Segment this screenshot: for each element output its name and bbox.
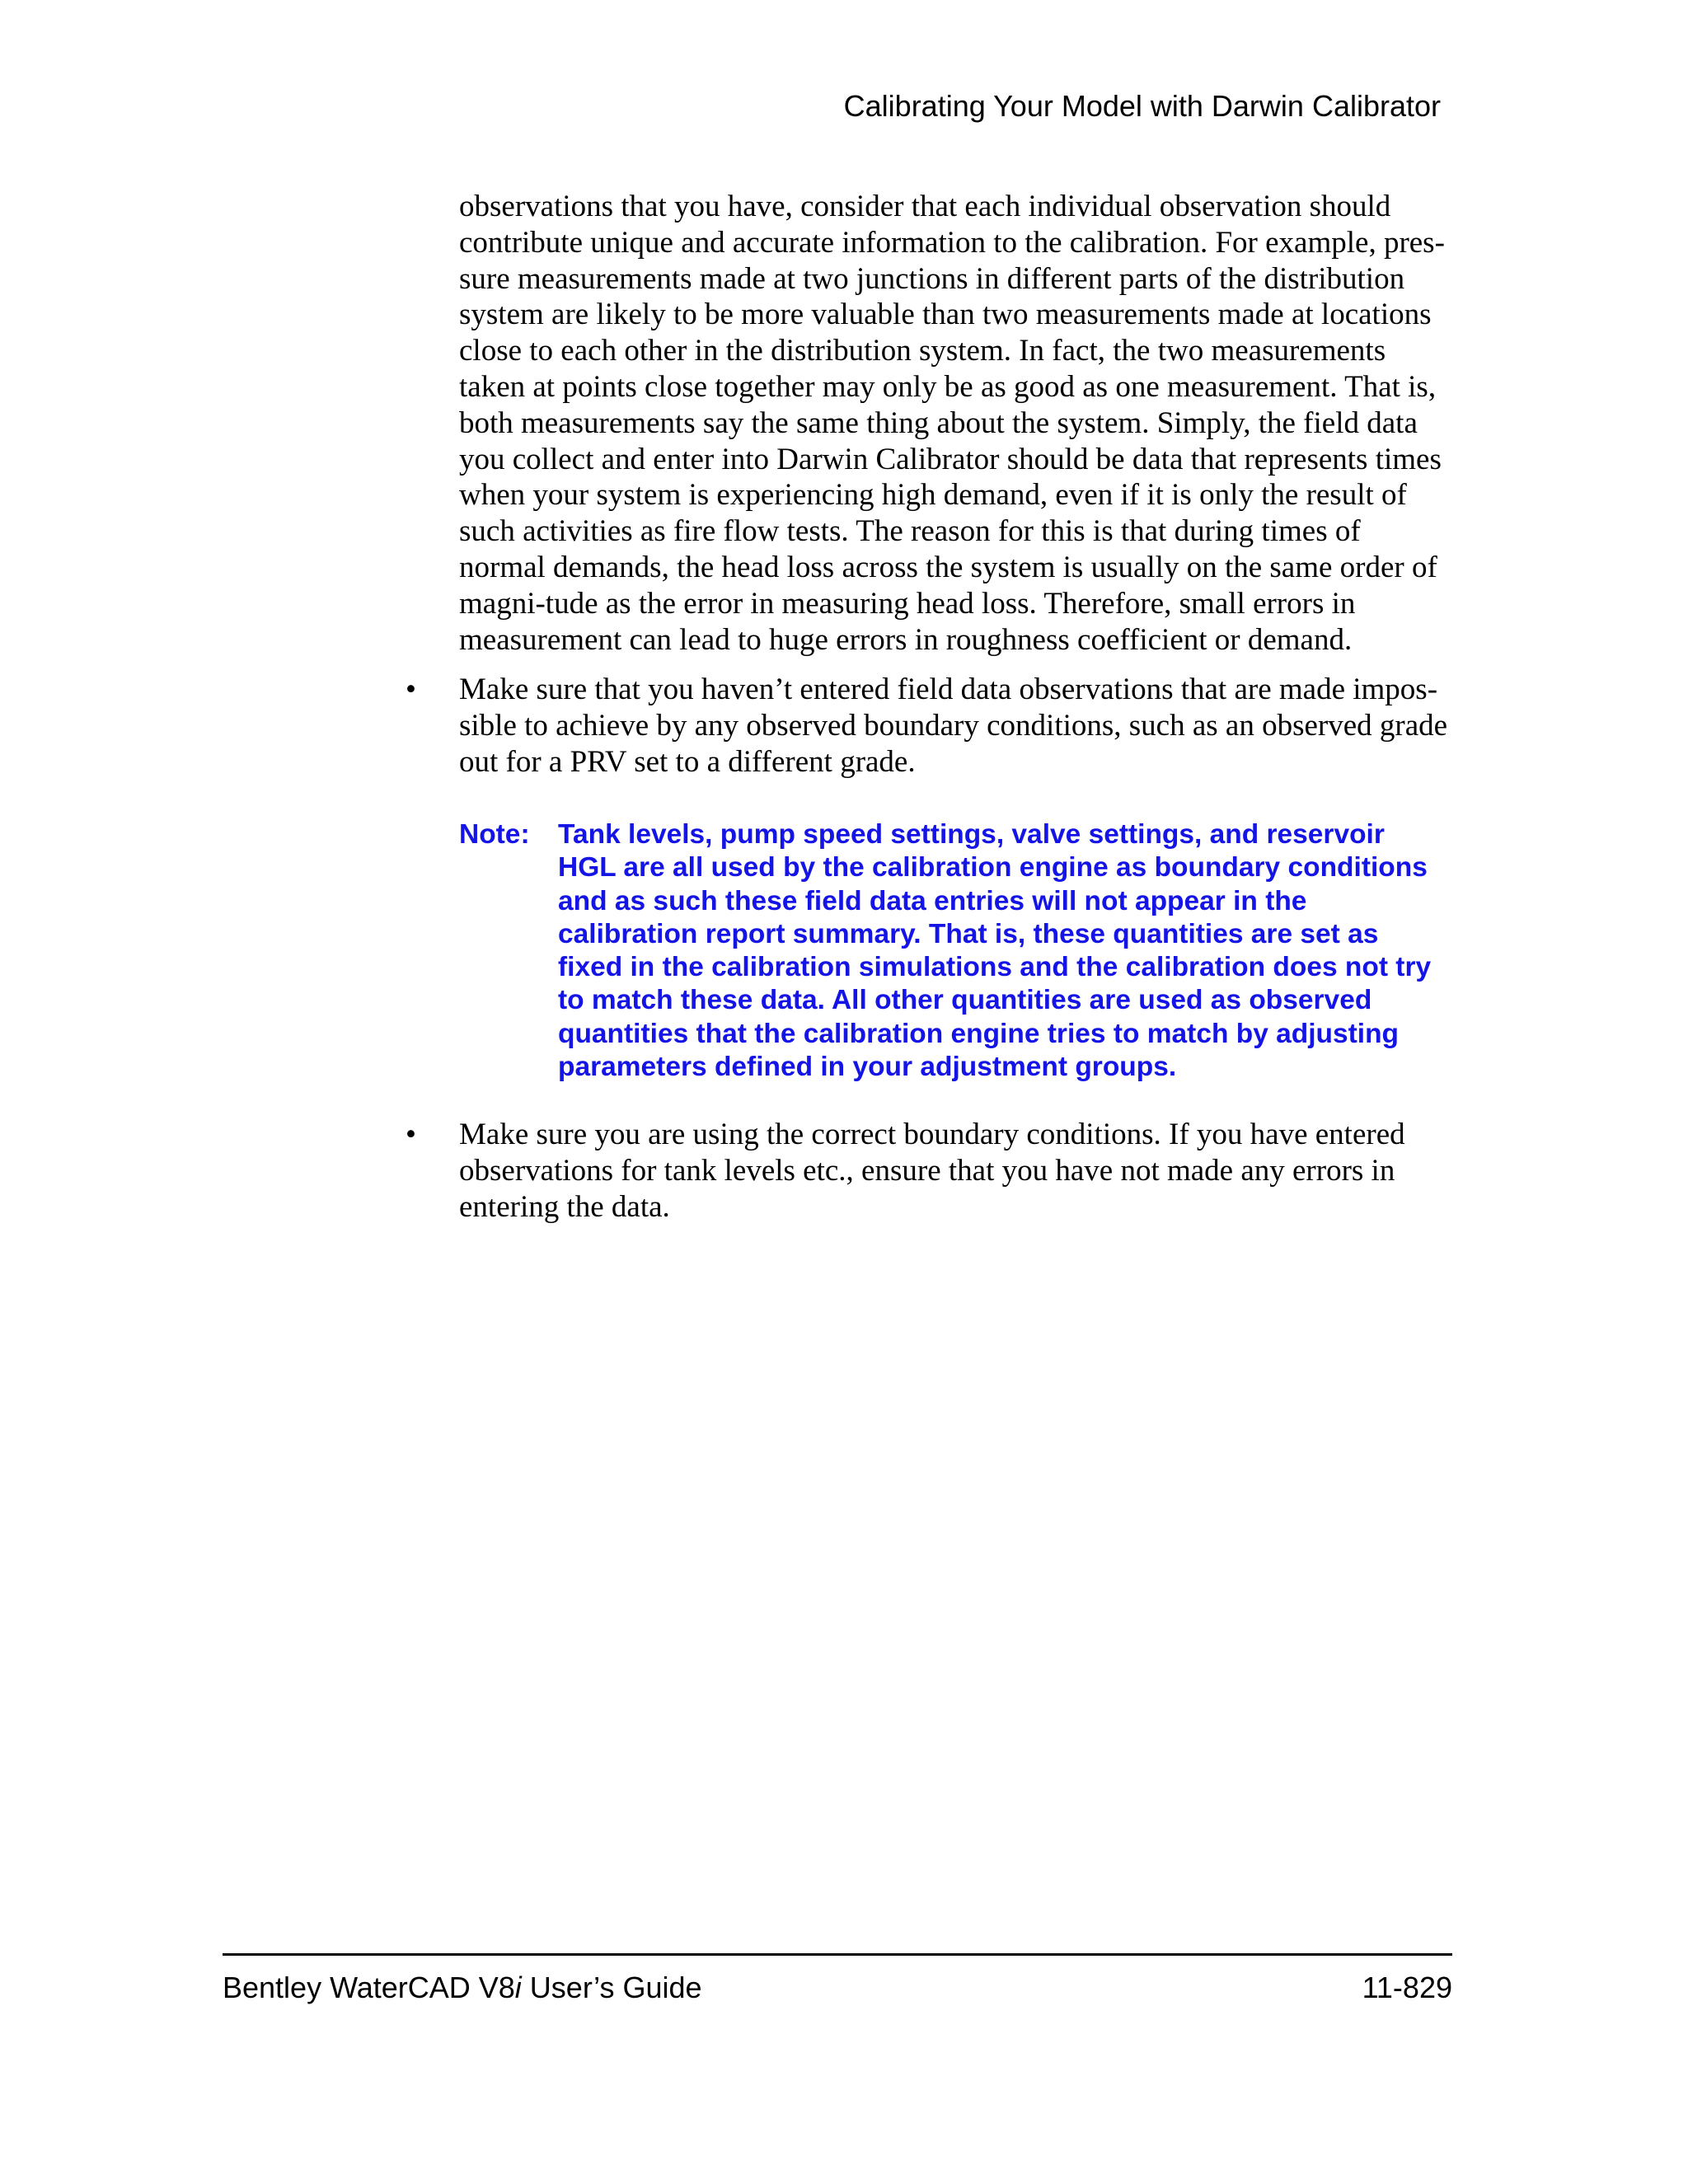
bullet-item-field-data xyxy=(406,672,1448,780)
running-header: Calibrating Your Model with Darwin Calibrator xyxy=(843,89,1441,123)
bullet-icon: • xyxy=(406,673,416,706)
intro-paragraph: observations that you have, consider that each individual observation should contribute unique and accurate information to the calibration. For example, pres-sure measurements made at two junctions in different parts of the distribution system are likely to be more valuable than two measurements made at locations close to each other in the distribution system. In fact, the two measurements taken at points close together may only be as good as one measurement. That is, both measurements say the same thing about the system. Simply, the field data you collect and enter into Darwin Calibrator should be data that represents times when your system is experiencing high demand, even if it is only the result of such activities as fire flow tests. The reason for this is that during times of normal demands, the head loss across the system is usually on the same order of magni-tude as the error in measuring head loss. Therefore, small errors in measurement can lead to huge errors in roughness coefficient or demand. xyxy=(459,190,1445,657)
note-text: Tank levels, pump speed settings, valve settings, and reservoir HGL are all used by the calibration engine as boundary conditions and as such these field data entries will not appear in the calibration report summary. That is, these quantities are set as fixed in the calibration simulations and the calibration does not try to match these data. All other quantities are used as observed quantities that the calibration engine tries to match by adjusting parameters defined in your adjustment groups. xyxy=(558,819,1432,1083)
footer-product-italic: i xyxy=(514,1971,522,2004)
footer-product-suffix: User’s Guide xyxy=(521,1971,702,2004)
bullet-text: Make sure you are using the correct boundary conditions. If you have entered observations for tank levels etc., ensure that you have not made any errors in entering the data. xyxy=(459,1118,1405,1224)
bullet-item-boundary-conditions xyxy=(406,1117,1448,1225)
page-number: 11-829 xyxy=(1362,1971,1452,2004)
bullet-text: Make sure that you haven’t entered field data observations that are made impos-sible to achieve by any observed boundary conditions, such as an observed grade out for a PRV set to a different grade. xyxy=(459,673,1448,779)
note-label: Note: xyxy=(459,819,530,850)
footer-product-title xyxy=(223,1971,702,2005)
footer-divider xyxy=(223,1953,1452,1956)
note-callout xyxy=(459,818,1448,1084)
bullet-icon: • xyxy=(406,1118,416,1151)
footer-product-prefix: Bentley WaterCAD V8 xyxy=(223,1971,515,2004)
